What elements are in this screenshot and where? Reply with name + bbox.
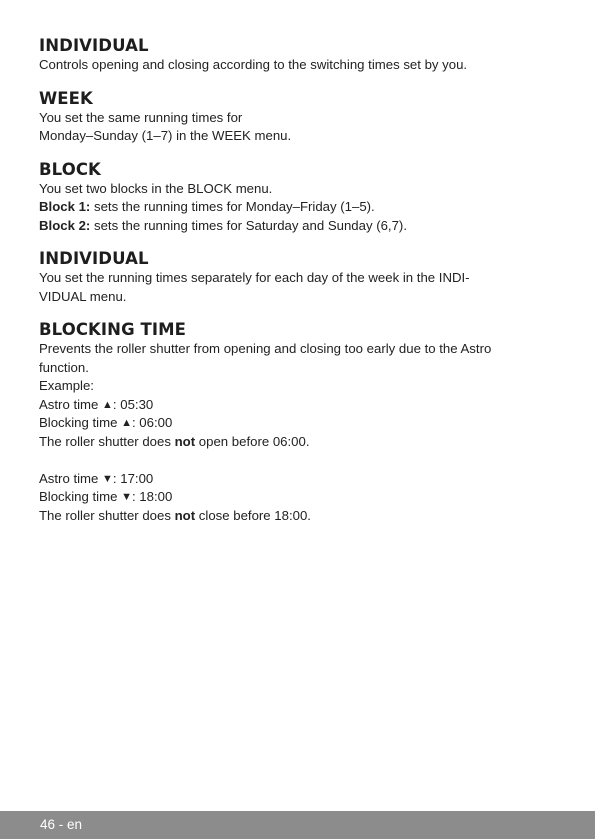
section-individual-days: [39, 249, 549, 306]
close-note-bold: not: [174, 507, 196, 523]
blocking-up-line: [39, 414, 549, 433]
individual-days-line-2: VIDUAL menu.: [39, 288, 127, 304]
open-note-post: open before 06:00.: [195, 433, 310, 449]
astro-down-label: Astro time: [39, 470, 103, 486]
block-1-line: [39, 198, 549, 217]
close-note: [39, 507, 549, 526]
arrow-up-icon: ▲: [121, 417, 132, 429]
astro-up-value: : 05:30: [112, 396, 154, 412]
heading-block: BLOCK: [39, 159, 101, 179]
astro-down-line: [39, 470, 549, 489]
blocking-down-line: [39, 488, 549, 507]
section-blocking-time: [39, 320, 549, 525]
heading-individual-days: INDIVIDUAL: [39, 249, 149, 268]
block-intro: You set two blocks in the BLOCK menu.: [39, 180, 273, 196]
astro-up-label: Astro time: [39, 396, 103, 412]
section-individual-mode: [39, 36, 549, 75]
page-footer: [0, 811, 595, 839]
page-number: 46 - en: [40, 817, 83, 832]
heading-individual: INDIVIDUAL: [39, 36, 149, 55]
section-week: [39, 89, 549, 146]
individual-description: Controls opening and closing according to the switching times set by you.: [39, 57, 468, 72]
week-line-2: Monday–Sunday (1–7) in the WEEK menu.: [39, 128, 292, 143]
week-line-1: You set the same running times for: [39, 109, 243, 125]
blocking-up-value: : 06:00: [131, 415, 173, 430]
open-note-bold: not: [174, 433, 196, 449]
arrow-up-icon: ▲: [102, 398, 113, 411]
block-2-text: sets the running times for Saturday and Sunday (6,7).: [90, 217, 407, 233]
heading-blocking-time: BLOCKING TIME: [39, 320, 187, 339]
open-note-pre: The roller shutter does: [39, 433, 175, 449]
page-content: [39, 36, 549, 539]
blocking-down-label: Blocking time: [39, 489, 122, 504]
spacer: [39, 451, 549, 470]
arrow-down-icon: ▼: [102, 472, 113, 485]
example-label: Example:: [39, 378, 94, 393]
astro-up-line: [39, 396, 549, 415]
block-2-line: [39, 217, 549, 236]
close-note-post: close before 18:00.: [195, 507, 311, 523]
blocking-line-2: function.: [39, 359, 89, 375]
close-note-pre: The roller shutter does: [39, 507, 175, 523]
block-1-text: sets the running times for Monday–Friday (1–5).: [90, 199, 375, 214]
block-1-label: Block 1:: [39, 199, 91, 214]
astro-down-value: : 17:00: [112, 470, 154, 486]
arrow-down-icon: ▼: [121, 491, 132, 503]
blocking-up-label: Blocking time: [39, 415, 122, 430]
blocking-line-1: Prevents the roller shutter from opening and closing too early due to the Astro: [39, 341, 492, 356]
block-2-label: Block 2:: [39, 217, 91, 233]
heading-week: WEEK: [39, 88, 93, 108]
section-block: [39, 160, 549, 236]
open-note: [39, 433, 549, 452]
blocking-down-value: : 18:00: [131, 489, 173, 504]
individual-days-line-1: You set the running times separately for each day of the week in the INDI-: [39, 270, 470, 285]
